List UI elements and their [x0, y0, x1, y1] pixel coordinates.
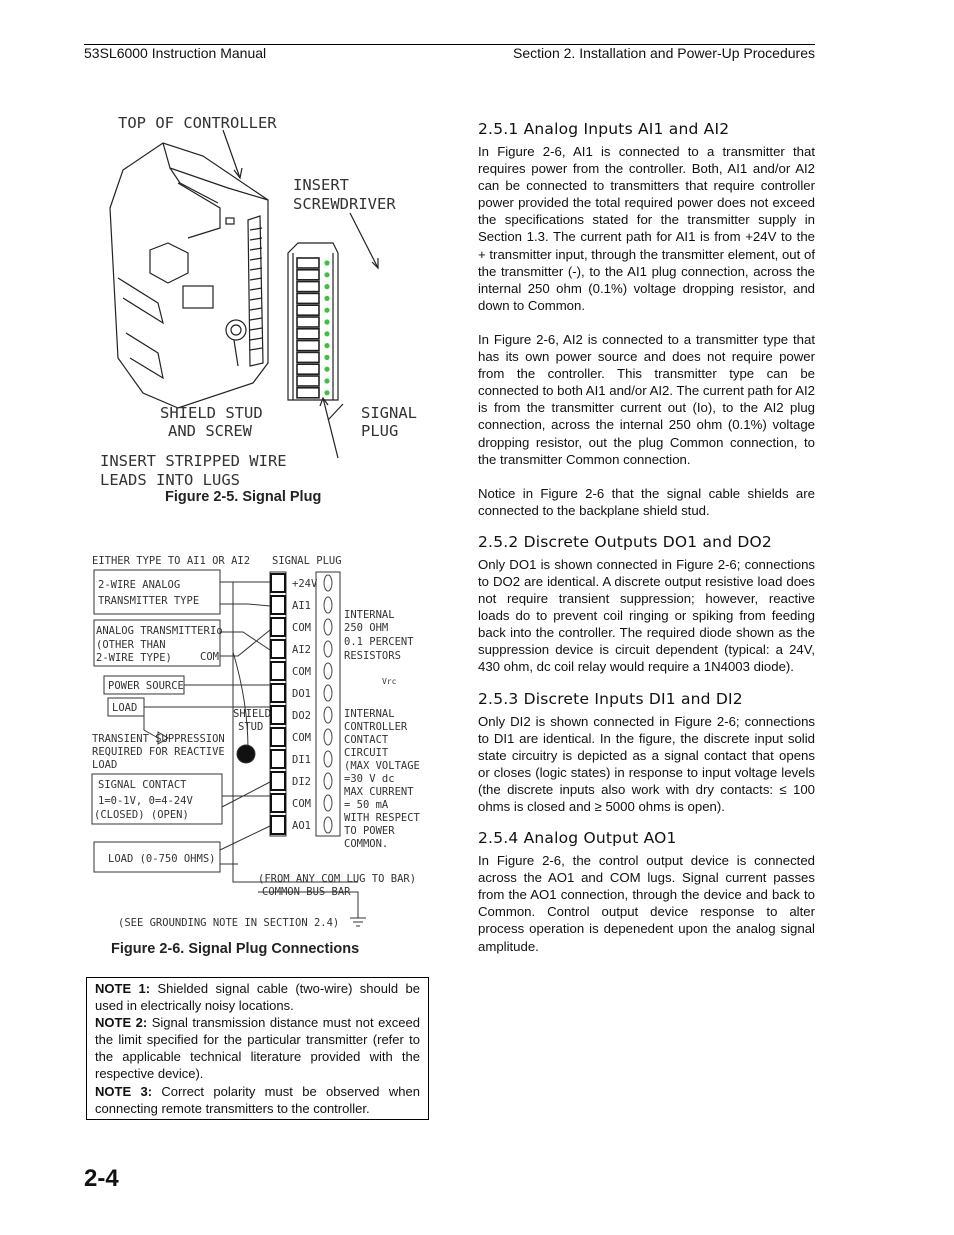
terminal-label: AI2 — [292, 644, 311, 656]
notes-box — [86, 977, 429, 1120]
label-analog-transmitter: ANALOG TRANSMITTER — [96, 625, 210, 637]
section-2-5-4-heading: 2.5.4 Analog Output AO1 — [478, 829, 677, 848]
label-ic-8: = 50 mA — [344, 799, 389, 811]
terminal-label: AO1 — [292, 820, 311, 832]
figure-2-5-caption: Figure 2-5. Signal Plug — [165, 489, 322, 505]
section-2-5-3-heading: 2.5.3 Discrete Inputs DI1 and DI2 — [478, 689, 743, 708]
section-2-5-2-paragraph: Only DO1 is shown connected in Figure 2-6; connections to DO2 are identical. A discrete output resistive load does not require transient suppression; however, reactive loads do to prevent coil ringing or spiking from feeding back into the controller. The required diode shown as the suppression device is circuit dependent (typical: a 24V, 430 ohm, dc coil relay would require a 1N4003 diode). — [478, 556, 815, 675]
terminal-lug — [271, 816, 285, 834]
terminal-label: DI1 — [292, 754, 311, 766]
label-vrc: Vrc — [382, 677, 397, 686]
label-signal-plug: SIGNAL PLUG — [272, 555, 342, 567]
plug-screw-dot — [324, 355, 329, 360]
terminal-label: COM — [292, 732, 311, 744]
label-and-screw: AND SCREW — [168, 422, 252, 440]
plug-screw-dot — [324, 284, 329, 289]
section-2-5-1-paragraph-2: In Figure 2-6, AI2 is connected to a transmitter type that has its own power source and does not require power from the controller. This transmitter type can be connected to both AI1 and/or AI2. The current path for AI2 is from the transmitter current out (Io), to the AI2 plug connection, across the internal 250 ohm (0.1%) voltage dropping resistor, out the plug Common connection, to the transmitter Common connection. — [478, 331, 816, 467]
label-ic-1: INTERNAL — [344, 708, 395, 720]
figure-2-6-caption: Figure 2-6. Signal Plug Connections — [111, 941, 360, 957]
section-2-5-1-paragraph-1: In Figure 2-6, AI1 is connected to a transmitter that requires power from the controller. Both, AI1 and/or AI2 can be connected to transmitters that require controller power provided the total required power does not exceed the specifications stated for the transmitter supply in Section 1.3. The current path for AI1 is from +24V to the + transmitter input, through the transmitter element, out of the transmitter (-), to the AI1 plug connection, across the internal 250 ohm (0.1%) voltage dropping resistor, and down to Common. — [478, 144, 815, 313]
label-insert: INSERT — [293, 176, 349, 194]
label-ic-7: MAX CURRENT — [344, 786, 414, 798]
header-manual-title: 53SL6000 Instruction Manual — [84, 45, 267, 61]
label-trans-load: LOAD — [92, 759, 118, 771]
terminal-lug — [271, 772, 285, 790]
terminal-screw — [324, 641, 332, 657]
plug-lug — [297, 352, 319, 362]
plug-lug — [297, 341, 319, 351]
terminal-label: +24V — [292, 578, 318, 590]
terminal-lug — [271, 596, 285, 614]
label-int-2: 250 OHM — [344, 622, 389, 634]
terminal-label: AI1 — [292, 600, 311, 612]
label-grounding-note: (SEE GROUNDING NOTE IN SECTION 2.4) — [118, 917, 340, 929]
terminal-lug — [271, 618, 285, 636]
label-int-3: 0.1 PERCENT — [344, 636, 414, 648]
label-ic-2: CONTROLLER — [344, 721, 408, 733]
terminal-screw — [324, 773, 332, 789]
label-leads-into-lugs: LEADS INTO LUGS — [100, 471, 240, 488]
plug-lug — [297, 270, 319, 280]
label-ic-11: COMMON. — [344, 838, 389, 850]
terminal-screw — [324, 795, 332, 811]
label-ic-4: CIRCUIT — [344, 747, 389, 759]
label-transient-suppression: TRANSIENT SUPPRESSION — [92, 733, 225, 745]
label-io: Io — [210, 625, 223, 637]
note-1-text: Shielded signal cable (two-wire) should be used in electrically noisy locations. — [95, 981, 420, 1014]
note-3-text: Correct polarity must be observed when connecting remote transmitters to the controller. — [95, 1083, 420, 1116]
label-shield: SHIELD — [233, 708, 271, 720]
plug-screw-dot — [324, 308, 329, 313]
plug-screw-dot — [324, 343, 329, 348]
note-2-label: NOTE 2: — [95, 1015, 148, 1031]
label-contact-states: (CLOSED) (OPEN) — [94, 809, 189, 821]
note-2-text: Signal transmission distance must not exceed the limit specified for the particular transmitter (refer to the applicable technical literature provided with the respective device). — [95, 1015, 420, 1082]
plug-screw-dot — [324, 331, 329, 336]
signal-plug-connections-diagram — [88, 552, 423, 932]
terminal-screw — [324, 729, 332, 745]
plug-screw-dot — [324, 296, 329, 301]
plug-lug — [297, 388, 319, 398]
plug-screw-dot — [324, 319, 329, 324]
note-1 — [95, 980, 420, 1014]
note-2 — [95, 1014, 420, 1082]
running-header — [84, 44, 815, 63]
plug-lug — [297, 258, 319, 268]
terminal-screw — [324, 751, 332, 767]
section-2-5-4-paragraph: In Figure 2-6, the control output device is connected across the AO1 and COM lugs. Signal current passes from the AO1 connection, through the device and back to Common. Control output device response to alter process operation is depenedent upon the analog signal amplitude. — [478, 853, 815, 954]
section-2-5-1-heading: 2.5.1 Analog Inputs AI1 and AI2 — [478, 120, 730, 138]
label-plug: PLUG — [361, 422, 399, 440]
text-column — [478, 120, 815, 955]
label-2-wire-analog: 2-WIRE ANALOG — [98, 579, 181, 591]
page-number: 2-4 — [84, 1165, 119, 1192]
terminal-screw — [324, 817, 332, 833]
label-top-of-controller: TOP OF CONTROLLER — [118, 114, 277, 132]
label-power-source: POWER SOURCE — [108, 680, 184, 692]
terminal-label: COM — [292, 622, 311, 634]
label-signal: SIGNAL — [361, 404, 417, 422]
label-com: COM — [200, 651, 219, 663]
terminal-lug — [271, 750, 285, 768]
note-3-label: NOTE 3: — [95, 1083, 153, 1099]
plug-screw-dot — [324, 260, 329, 265]
plug-screw-dot — [324, 367, 329, 372]
plug-lug — [297, 282, 319, 292]
label-2-wire-type: 2-WIRE TYPE) — [96, 652, 172, 664]
note-1-label: NOTE 1: — [95, 981, 151, 996]
terminal-lug — [271, 574, 285, 592]
terminal-lug — [271, 706, 285, 724]
terminal-screw — [324, 685, 332, 701]
label-int-4: RESISTORS — [344, 650, 401, 662]
label-from-any-com-lug: (FROM ANY COM LUG TO BAR) — [258, 873, 417, 885]
terminal-screw — [324, 663, 332, 679]
plug-lug — [297, 317, 319, 327]
label-screwdriver: SCREWDRIVER — [293, 195, 396, 213]
label-either-type: EITHER TYPE TO AI1 OR AI2 — [92, 555, 251, 567]
plug-lug — [297, 329, 319, 339]
label-insert-stripped-wire: INSERT STRIPPED WIRE — [100, 452, 287, 470]
plug-lug — [297, 293, 319, 303]
label-ic-9: WITH RESPECT — [344, 812, 420, 824]
section-2-5-2-heading: 2.5.2 Discrete Outputs DO1 and DO2 — [478, 532, 772, 551]
terminal-label: COM — [292, 798, 311, 810]
plug-screw-dot — [324, 378, 329, 383]
label-load: LOAD — [112, 702, 138, 714]
terminal-label: DI2 — [292, 776, 311, 788]
label-stud: STUD — [238, 721, 264, 733]
plug-lug — [297, 364, 319, 374]
section-2-5-1-paragraph-3: Notice in Figure 2-6 that the signal cable shields are connected to the backplane shield stud. — [478, 485, 815, 518]
label-common-bus-bar: COMMON BUS BAR — [262, 886, 351, 898]
terminal-lug — [271, 684, 285, 702]
terminal-lug — [271, 662, 285, 680]
label-required-for-reactive: REQUIRED FOR REACTIVE — [92, 746, 225, 758]
label-shield-stud: SHIELD STUD — [160, 404, 263, 422]
label-ic-5: (MAX VOLTAGE — [344, 760, 420, 772]
terminal-lug — [271, 640, 285, 658]
plug-screw-dot — [324, 272, 329, 277]
terminal-screw — [324, 619, 332, 635]
terminal-label: COM — [292, 666, 311, 678]
terminal-screw — [324, 575, 332, 591]
signal-plug-lugs — [297, 258, 330, 398]
label-int-1: INTERNAL — [344, 609, 395, 621]
terminal-screw — [324, 707, 332, 723]
terminal-label: DO2 — [292, 710, 311, 722]
terminal-label: DO1 — [292, 688, 311, 700]
label-other-than: (OTHER THAN — [96, 639, 166, 651]
plug-lug — [297, 305, 319, 315]
label-ic-6: =30 V dc — [344, 773, 395, 785]
plug-lug — [297, 376, 319, 386]
plug-screw-dot — [324, 390, 329, 395]
section-2-5-3-paragraph: Only DI2 is shown connected in Figure 2-6; connections to DI1 are identical. In the figure, the discrete input solid state circuitry is depicted as a signal contact that opens or closes (logic states) in response to input voltage levels (the discrete inputs also work with dry contacts: ≤ 100 ohms is closed and ≥ 5000 ohms is open). — [478, 713, 815, 814]
terminal-screw — [324, 597, 332, 613]
signal-plug-illustration — [88, 108, 418, 488]
label-load-ohms: LOAD (0-750 OHMS) — [108, 853, 216, 865]
terminal-lug — [271, 728, 285, 746]
label-signal-contact: SIGNAL CONTACT — [98, 779, 187, 791]
label-contact-levels: 1=0-1V, 0=4-24V — [98, 795, 193, 807]
terminal-lugs — [271, 574, 332, 834]
label-ic-10: TO POWER — [344, 825, 395, 837]
note-3 — [95, 1083, 420, 1117]
terminal-lug — [271, 794, 285, 812]
label-ic-3: CONTACT — [344, 734, 389, 746]
header-section-title: Section 2. Installation and Power-Up Procedures — [513, 45, 815, 61]
label-transmitter-type: TRANSMITTER TYPE — [98, 595, 200, 607]
